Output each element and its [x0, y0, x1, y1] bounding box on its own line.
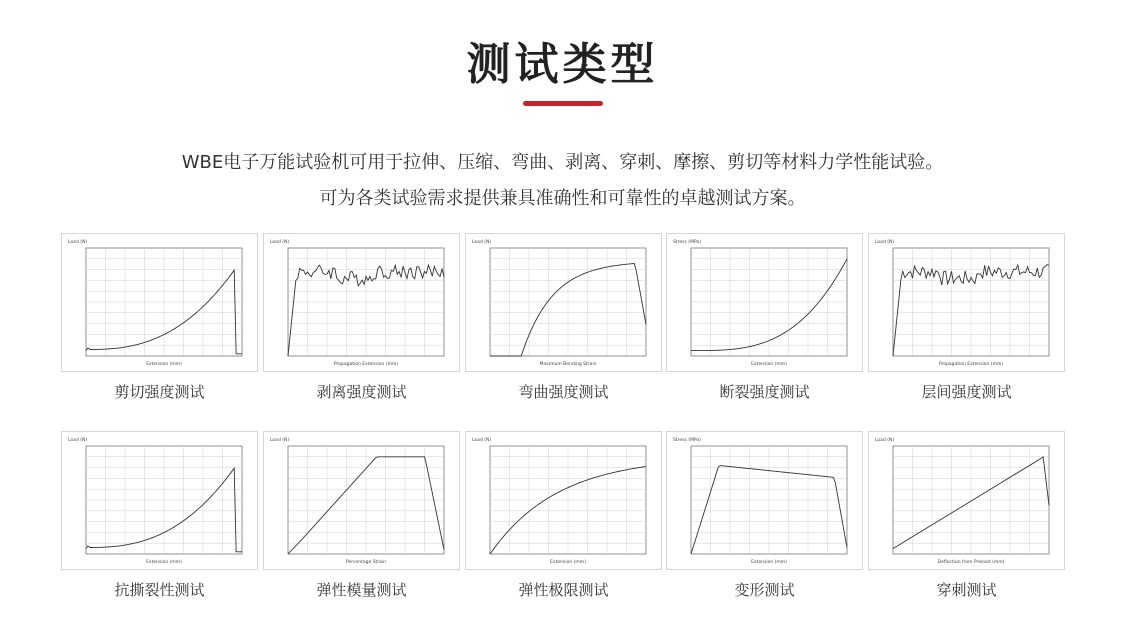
test-card-4[interactable] — [666, 233, 863, 372]
y-axis-label: Load (N) — [472, 438, 492, 443]
test-label: 剪切强度测试 — [114, 383, 205, 401]
test-card-5[interactable] — [868, 233, 1065, 372]
y-axis-label: Load (N) — [875, 438, 895, 443]
y-axis-label: Load (N) — [68, 438, 88, 443]
x-axis-label: Propagation Extension (mm) — [938, 362, 1004, 367]
y-axis-label: Load (N) — [270, 438, 290, 443]
test-card-8[interactable] — [465, 431, 662, 570]
x-axis-label: Extension (mm) — [550, 560, 586, 565]
test-chart-thumbnail — [667, 432, 862, 569]
test-label: 穿刺测试 — [936, 581, 997, 599]
test-chart-thumbnail — [869, 432, 1064, 569]
title-underline — [523, 101, 603, 106]
y-axis-label: Load (N) — [270, 240, 290, 245]
y-axis-label: Load (N) — [68, 240, 88, 245]
x-axis-label: Extension (mm) — [146, 362, 182, 367]
test-card-3[interactable] — [465, 233, 662, 372]
test-card-9[interactable] — [666, 431, 863, 570]
test-chart-thumbnail — [869, 234, 1064, 371]
y-axis-label: Stress (MPa) — [673, 240, 701, 245]
test-card-7[interactable] — [263, 431, 460, 570]
test-chart-thumbnail — [264, 234, 459, 371]
description-line-2: 可为各类试验需求提供兼具准确性和可靠性的卓越测试方案。 — [319, 188, 806, 209]
test-label: 断裂强度测试 — [719, 383, 810, 401]
y-axis-label: Stress (MPa) — [673, 438, 701, 443]
y-axis-label: Load (N) — [875, 240, 895, 245]
test-card-6[interactable] — [61, 431, 258, 570]
test-card-10[interactable] — [868, 431, 1065, 570]
test-label: 变形测试 — [734, 581, 795, 599]
x-axis-label: Extension (mm) — [146, 560, 182, 565]
test-chart-thumbnail — [466, 234, 661, 371]
test-label: 弹性极限测试 — [518, 581, 609, 599]
x-axis-label: Percentage Strain — [345, 560, 387, 565]
test-card-1[interactable] — [61, 233, 258, 372]
test-label: 层间强度测试 — [921, 383, 1012, 401]
x-axis-label: Maximum Bending Strain — [539, 362, 597, 367]
x-axis-label: Extension (mm) — [751, 362, 787, 367]
test-card-2[interactable] — [263, 233, 460, 372]
x-axis-label: Extension (mm) — [751, 560, 787, 565]
description-line-1: WBE电子万能试验机可用于拉伸、压缩、弯曲、剥离、穿刺、摩擦、剪切等材料力学性能试验。 — [181, 152, 944, 173]
y-axis-label: Load (N) — [472, 240, 492, 245]
test-chart-thumbnail — [264, 432, 459, 569]
test-label: 弯曲强度测试 — [518, 383, 609, 401]
x-axis-label: Deflection from Preload (mm) — [937, 560, 1005, 565]
x-axis-label: Propagation Extension (mm) — [333, 362, 399, 367]
test-chart-thumbnail — [466, 432, 661, 569]
test-chart-thumbnail — [62, 234, 257, 371]
test-label: 弹性模量测试 — [316, 581, 407, 599]
test-chart-thumbnail — [667, 234, 862, 371]
test-label: 抗撕裂性测试 — [114, 581, 205, 599]
test-chart-thumbnail — [62, 432, 257, 569]
test-label: 剥离强度测试 — [316, 383, 407, 401]
page-title: 测试类型 — [466, 39, 659, 90]
